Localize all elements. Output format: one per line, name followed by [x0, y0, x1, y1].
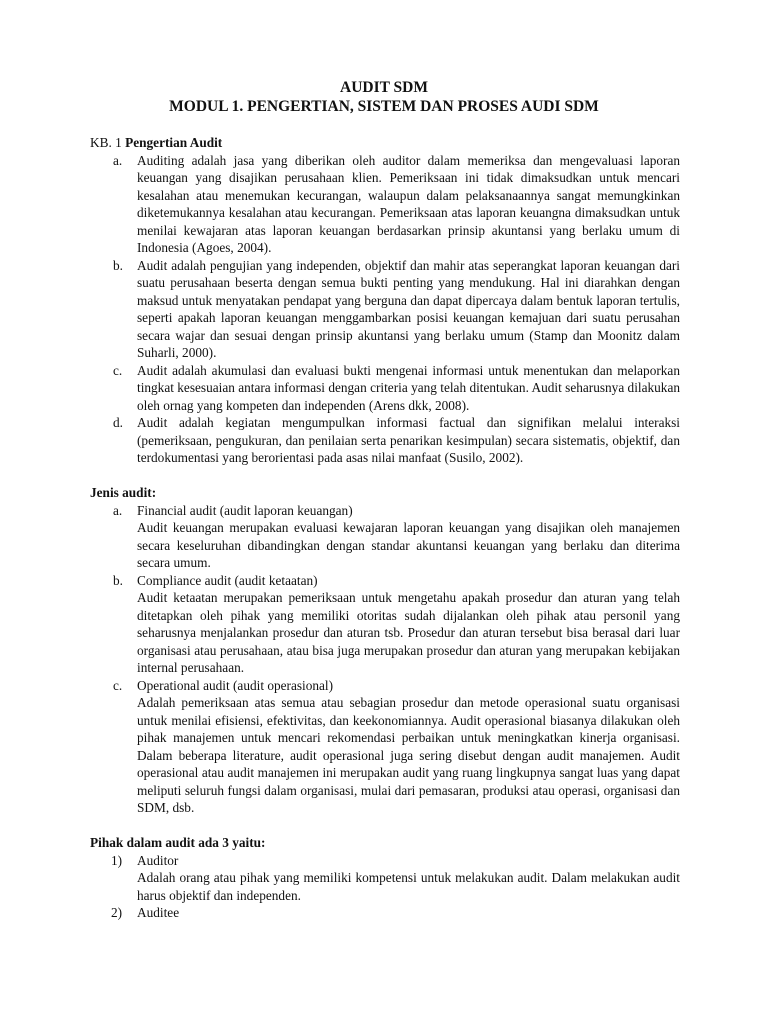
- list-item-label: Operational audit (audit operasional): [137, 677, 334, 693]
- list-item-text: Adalah orang atau pihak yang memiliki kompetensi untuk melakukan audit. Dalam melakukan audit harus objektif dan independen.: [137, 870, 680, 903]
- list-item-text: Audit keuangan merupakan evaluasi kewajaran laporan keuangan yang disajikan oleh manajemen secara keseluruhan dibandingkan dengan standar akuntansi keuangan yang berlaku dan diterima secara umum.: [137, 520, 680, 570]
- section-heading-text: Pihak dalam audit ada 3 yaitu:: [90, 835, 266, 850]
- list-item: [90, 852, 680, 905]
- list-item-text: Audit adalah pengujian yang independen, objektif dan mahir atas seperangkat laporan keuangan dari suatu perusahaan beserta dengan semua bukti penting yang mendukung. Hal ini diarahkan dengan maksud untuk menyatakan pendapat yang berguna dan dapat dipercaya dalam bentuk laporan tertulis, seperti apakah laporan keuangan menggambarkan posisi keuangan kemajuan dari suatu perusahan secara wajar dan sesuai dengan prinsip akuntansi yang berlaku umum (Stamp dan Moonitz dalam Suharli, 2000).: [137, 257, 680, 360]
- list-item: [90, 572, 680, 677]
- list-item-text: Audit adalah akumulasi dan evaluasi bukti mengenai informasi untuk menentukan dan melaporkan tingkat kesesuaian antara informasi dengan criteria yang telah ditentukan. Audit seharusnya dilakukan oleh ornag yang kompeten dan independen (Arens dkk, 2008).: [137, 362, 680, 413]
- list-item: [90, 677, 680, 817]
- list-item: [90, 414, 680, 467]
- section-heading-text: Jenis audit:: [90, 485, 157, 500]
- document-body: [90, 134, 680, 922]
- list-marker: d.: [113, 415, 123, 430]
- document-title: AUDIT SDM: [340, 79, 428, 96]
- section-heading-text: Pengertian Audit: [125, 135, 223, 150]
- list-item-label: Compliance audit (audit ketaatan): [137, 572, 318, 588]
- list-item-label: Auditee: [137, 905, 180, 920]
- list-item-text: Audit ketaatan merupakan pemeriksaan untuk mengetahu apakah prosedur dan aturan yang telah ditetapkan oleh pihak yang memiliki otoritas sudah dijalankan oleh pihak atau personil yang seharusnya menjalankan prosedur dan aturan tsb. Prosedur dan aturan tersebut bisa berasal dari luar organisasi atau perusahaan, atau bisa juga merupakan prosedur dan aturan yang merupakan kebijakan internal perusahaan.: [137, 590, 680, 675]
- spacer: [90, 467, 680, 485]
- section-heading-pengertian: [90, 134, 680, 152]
- list-marker: a.: [113, 152, 123, 168]
- list-marker: c.: [113, 677, 123, 693]
- list-marker: 1): [111, 852, 123, 868]
- list-item-text: Audit adalah kegiatan mengumpulkan informasi factual dan signifikan melalui interaksi (pemeriksaan, pengukuran, dan penilaian serta penarikan kesimpulan) secara sistematis, objektif, dan terdokumentasi yang berorientasi pada asas nilai manfaat (Susilo, 2002).: [137, 415, 680, 465]
- list-item: [90, 362, 680, 415]
- list-item-label: Financial audit (audit laporan keuangan): [137, 502, 353, 518]
- list-item: [90, 502, 680, 572]
- document-subtitle: MODUL 1. PENGERTIAN, SISTEM DAN PROSES AUDI SDM: [169, 98, 599, 115]
- list-item-label: Auditor: [137, 852, 179, 868]
- list-marker: c.: [113, 362, 123, 378]
- list-marker: b.: [113, 257, 123, 273]
- section-heading-pihak-audit: [90, 834, 680, 852]
- list-item: [90, 904, 680, 922]
- list-item-text: Adalah pemeriksaan atas semua atau sebagian prosedur dan metode operasional suatu organisasi untuk menilai efisiensi, efektivitas, dan keekonomiannya. Audit operasional biasanya dilakukan oleh pihak manajemen untuk mencari rekomendasi perbaikan untuk meningkatkan kinerja organisasi. Dalam beberapa literature, audit operasional juga sering disebut dengan audit manajemen. Audit operasional atau audit manajemen ini merupakan audit yang ruang lingkupnya sangat luas yang dapat meliputi seluruh fungsi dalam organisasi, mulai dari pemasaran, produksi atau operasi, organisasi dan SDM, dsb.: [137, 695, 680, 815]
- section-prefix: KB. 1: [90, 135, 126, 150]
- spacer: [90, 817, 680, 835]
- list-marker: a.: [113, 502, 123, 518]
- list-item: [90, 152, 680, 257]
- list-marker: b.: [113, 572, 123, 588]
- section-heading-jenis-audit: [90, 484, 680, 502]
- list-marker: 2): [111, 905, 123, 920]
- list-item: [90, 257, 680, 362]
- list-item-text: Auditing adalah jasa yang diberikan oleh auditor dalam memeriksa dan mengevaluasi laporan keuangan yang disajikan perusahaan klien. Pemeriksaan ini tidak dimaksudkan untuk mencari kesalahan atau menemukan kecurangan, walaupun dalam pelaksanaannya sangat memungkinkan diketemukannya kesalahan atau kecurangan. Pemeriksaan atas laporan keuangna dimaksudkan untuk menilai kewajaran atas laporan keuangan berdasarkan prinsip akuntansi yang berlaku umum di Indonesia (Agoes, 2004).: [137, 152, 680, 255]
